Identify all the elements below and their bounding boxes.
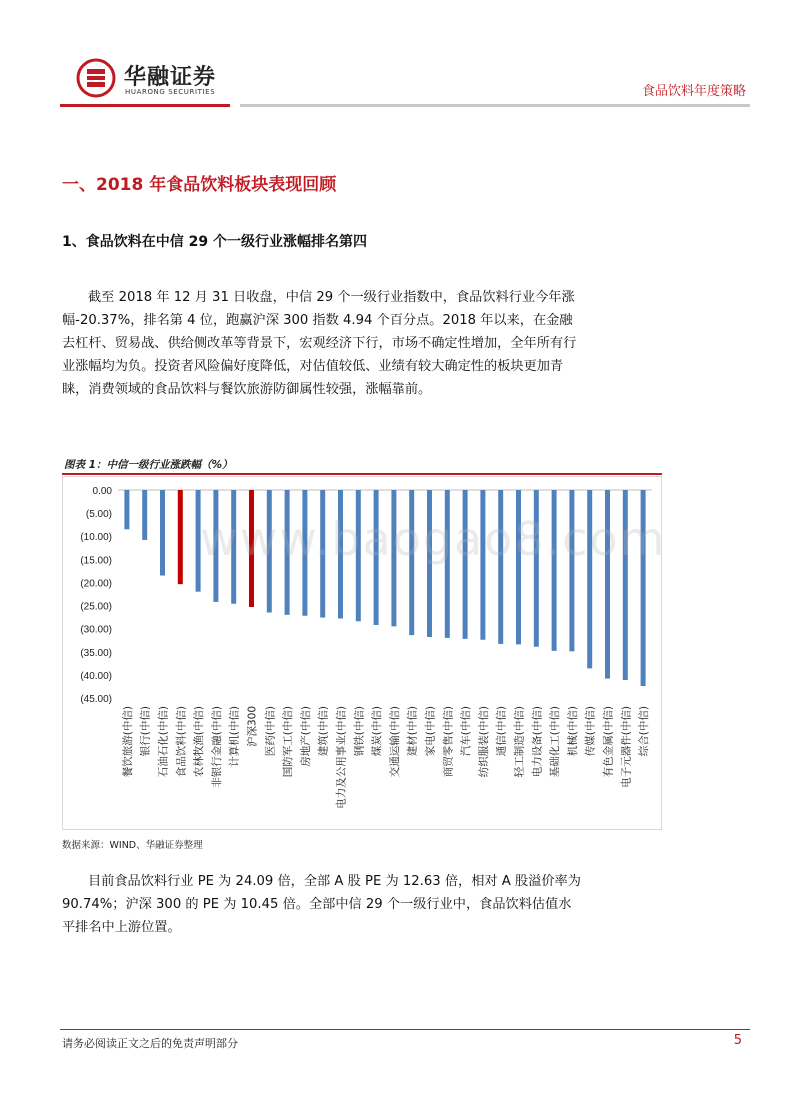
figure-title-underline [62, 473, 662, 475]
x-tick-label: 食品饮料(中信) [175, 706, 188, 778]
figure-source: 数据来源：WIND、华融证券整理 [62, 840, 203, 851]
x-tick-label: 汽车(中信) [460, 706, 473, 757]
x-tick-label: 钢铁(中信) [353, 706, 366, 757]
x-tick-label: 餐饮旅游(中信) [121, 706, 134, 778]
y-tick-label: (25.00) [80, 601, 112, 613]
x-tick-label: 电力设备(中信) [531, 706, 544, 778]
x-tick-label: 建筑(中信) [317, 706, 330, 757]
x-tick-label: 农林牧渔(中信) [193, 706, 206, 778]
x-tick-label: 房地产(中信) [299, 706, 312, 767]
x-tick-label: 机械(中信) [566, 706, 579, 757]
report-type: 食品饮料年度策略 [641, 84, 746, 99]
company-logo-icon [76, 58, 116, 98]
x-tick-label: 综合(中信) [638, 706, 651, 757]
x-tick-label: 家电(中信) [424, 706, 437, 757]
company-name-cn: 华融证券 [124, 65, 217, 90]
x-tick-label: 石油石化(中信) [157, 706, 170, 778]
y-tick-label: (20.00) [80, 578, 112, 590]
x-tick-label: 轻工制造(中信) [513, 706, 526, 778]
paragraph-performance: 截至 2018 年 12 月 31 日收盘，中信 29 个一级行业指数中，食品饮料行业今年涨幅-20.37%，排名第 4 位，跑赢沪深 300 指数 4.94 个百分点。2018 年以来，在金融去杠杆、贸易战、供给侧改革等背景下，宏观经济下行，市场不确定性增加，全年所有行业涨幅均为负。投资者风险偏好度降低，对估值较低、业绩有较大确定性的板块更加青睐，消费领域的食品饮料与餐饮旅游防御属性较强，涨幅靠前。 [62, 290, 577, 397]
bar-2 [160, 490, 165, 576]
x-tick-label: 国防军工(中信) [282, 706, 295, 778]
x-tick-label: 商贸零售(中信) [442, 706, 455, 778]
y-tick-label: (10.00) [80, 532, 112, 544]
x-tick-label: 建材(中信) [406, 706, 419, 757]
y-tick-label: (30.00) [80, 624, 112, 636]
x-tick-label: 传媒(中信) [584, 706, 597, 757]
x-tick-label: 电力及公用事业(中信) [335, 706, 348, 809]
paragraph-valuation: 目前食品饮料行业 PE 为 24.09 倍，全部 A 股 PE 为 12.63 倍，相对 A 股溢价率为 90.74%；沪深 300 的 PE 为 10.45 倍。全部中信 29 个一级行业中，食品饮料估值水平排名中上游位置。 [62, 874, 581, 935]
x-tick-label: 医药(中信) [264, 706, 277, 757]
figure-title: 图表 1：中信一级行业涨跌幅（%） [64, 459, 233, 471]
footer-disclaimer: 请务必阅读正文之后的免责声明部分 [62, 1037, 238, 1050]
x-tick-label: 基础化工(中信) [549, 706, 562, 778]
y-tick-label: (5.00) [85, 509, 112, 521]
x-tick-label: 非银行金融(中信) [210, 706, 223, 788]
x-tick-label: 通信(中信) [495, 706, 508, 757]
x-tick-label: 电子元器件(中信) [620, 706, 633, 788]
y-tick-label: (15.00) [80, 555, 112, 567]
section-title: 一、2018 年食品饮料板块表现回顾 [62, 175, 337, 195]
x-tick-label: 纺织服装(中信) [477, 706, 490, 778]
bar-3 [178, 490, 183, 584]
x-tick-label: 沪深300 [246, 706, 259, 748]
bar-1 [142, 490, 147, 540]
x-tick-label: 交通运输(中信) [388, 706, 401, 778]
y-tick-label: (35.00) [80, 647, 112, 659]
header-divider-gray [240, 104, 750, 107]
y-tick-label: (45.00) [80, 694, 112, 705]
company-name-en: HUARONG SECURITIES [125, 88, 216, 96]
bar-0 [124, 490, 129, 529]
footer-divider [60, 1029, 750, 1030]
y-tick-label: 0.00 [92, 486, 112, 497]
sub-title: 1、食品饮料在中信 29 个一级行业涨幅排名第四 [62, 234, 367, 250]
x-tick-label: 计算机(中信) [228, 706, 241, 767]
x-tick-label: 煤炭(中信) [371, 706, 384, 757]
header-divider-red [60, 104, 230, 107]
watermark: www.baogao8.com [200, 512, 667, 566]
y-tick-label: (40.00) [80, 670, 112, 682]
page-number: 5 [733, 1033, 742, 1048]
x-tick-label: 银行(中信) [139, 706, 152, 757]
x-tick-label: 有色金属(中信) [602, 706, 615, 778]
